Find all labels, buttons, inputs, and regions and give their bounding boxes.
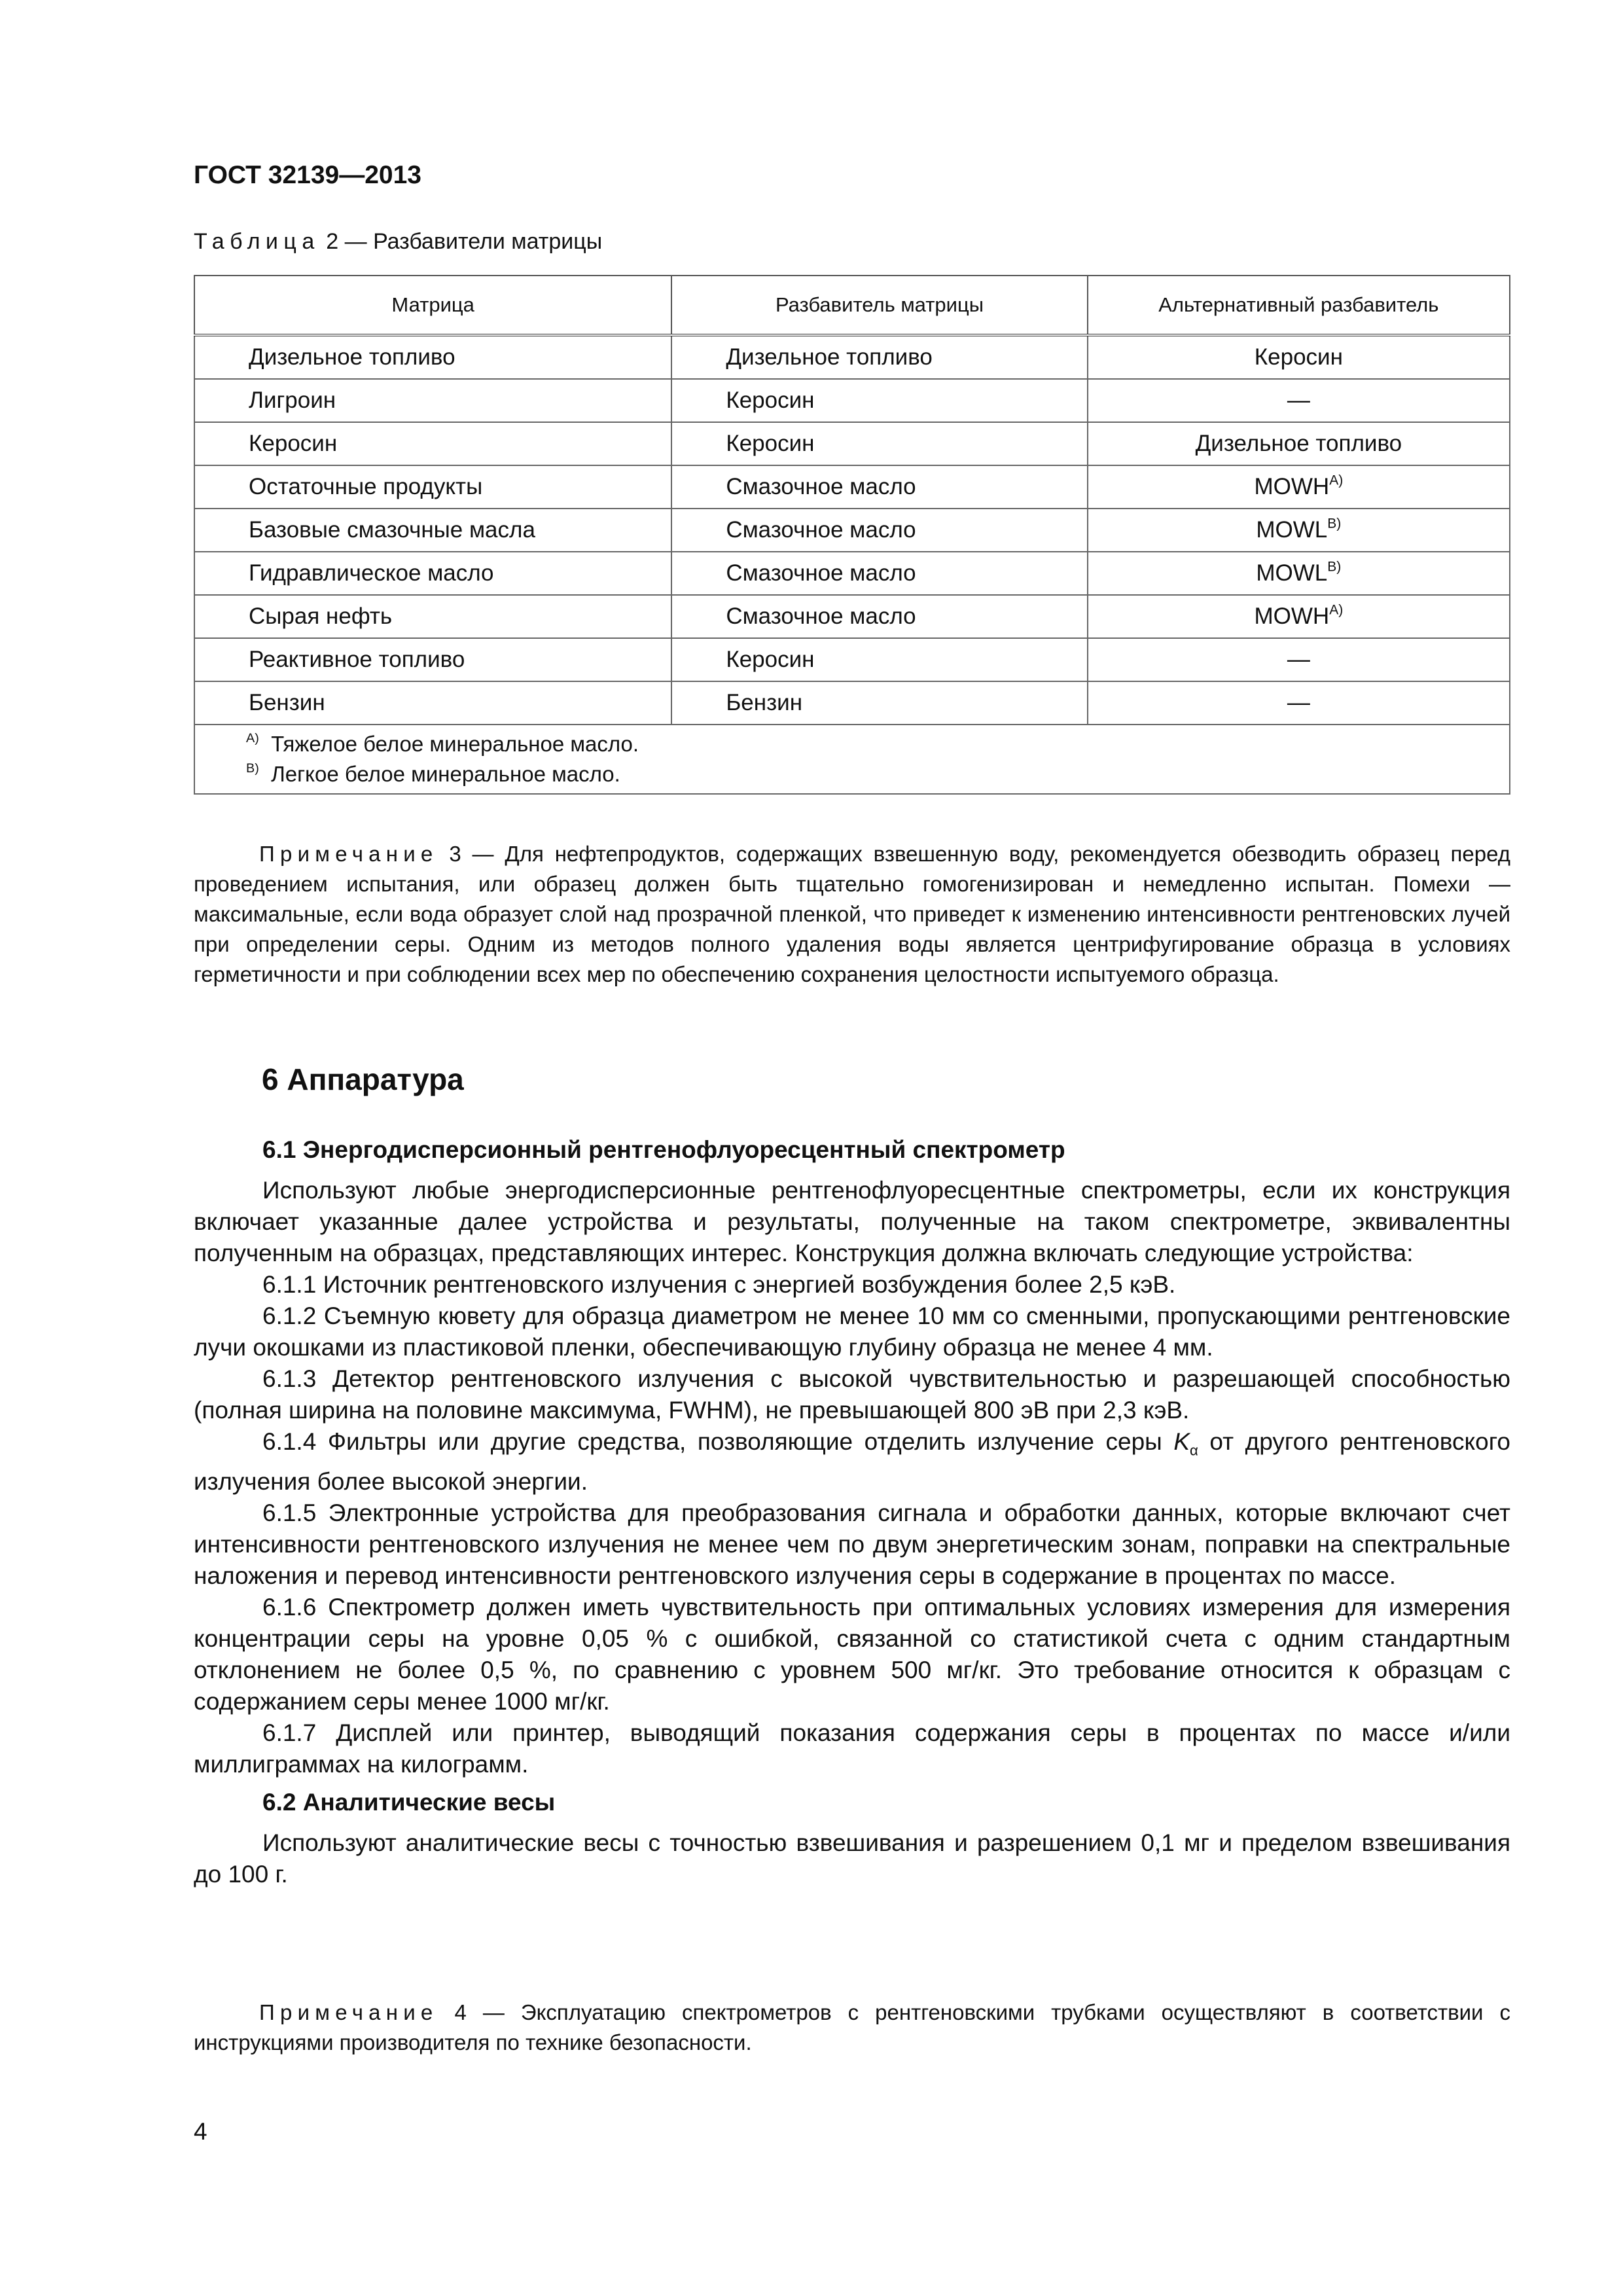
cell-alternative-text: Керосин <box>1254 344 1343 370</box>
cell-alternative <box>1088 465 1510 509</box>
cell-matrix <box>194 509 671 552</box>
cell-alternative-text: MOWL <box>1256 517 1328 543</box>
paragraph <box>194 1426 1510 1498</box>
cell-matrix <box>194 379 671 422</box>
alpha-subscript: α <box>1190 1442 1198 1459</box>
cell-alternative-text: MOWH <box>1254 474 1330 499</box>
paragraph: Используют аналитические весы с точностью взвешивания и разрешением 0,1 мг и пределом взвешивания до 100 г. <box>194 1829 1510 1888</box>
paragraph: 6.1.1 Источник рентгеновского излучения с энергией возбуждения более 2,5 кэВ. <box>262 1271 1176 1298</box>
cell-matrix-text: Гидравлическое масло <box>249 560 494 586</box>
cell-diluent-text: Смазочное масло <box>726 603 916 629</box>
note-label: Примечание <box>259 2000 438 2024</box>
column-header-matrix: Матрица <box>194 276 671 335</box>
column-header-alternative: Альтернативный разбавитель <box>1088 276 1510 335</box>
cell-diluent <box>671 681 1087 725</box>
cell-diluent <box>671 509 1087 552</box>
note-label: Примечание <box>259 842 438 866</box>
note-text: 4 — Эксплуатацию спектрометров с рентгеновскими трубками осуществляют в соответствии с инструкциями производителя по технике безопасности. <box>194 2000 1510 2054</box>
cell-alternative-text: Дизельное топливо <box>1195 431 1402 456</box>
paragraph: 6.1.5 Электронные устройства для преобразования сигнала и обработки данных, которые включают счет интенсивности рентгеновского излучения не менее чем по двум энергетическим зонам, поправки на спектральные наложения и перевод интенсивности рентгеновского излучения серы в содержание в процентах по массе. <box>194 1499 1510 1590</box>
table-title <box>194 229 602 255</box>
table-title-text: 2 — Разбавители матрицы <box>326 229 603 254</box>
paragraph: 6.1.7 Дисплей или принтер, выводящий показания содержания серы в процентах по массе и/или миллиграммах на килограмм. <box>194 1719 1510 1778</box>
cell-matrix <box>194 638 671 681</box>
cell-matrix-text: Сырая нефть <box>249 603 393 629</box>
matrix-diluents-table <box>194 275 1510 795</box>
table-footnotes-row <box>194 725 1510 794</box>
table-header-row <box>194 276 1510 335</box>
table-row <box>194 552 1510 595</box>
cell-matrix-text: Дизельное топливо <box>249 344 455 370</box>
note-4 <box>194 1998 1510 2058</box>
footnote-text: Легкое белое минеральное масло. <box>271 762 620 786</box>
table-row <box>194 681 1510 725</box>
cell-diluent-text: Керосин <box>726 647 815 672</box>
cell-diluent <box>671 422 1087 465</box>
section-6-body <box>194 1134 1510 1890</box>
cell-matrix <box>194 552 671 595</box>
table-row <box>194 595 1510 638</box>
table-row <box>194 465 1510 509</box>
cell-alternative-text: — <box>1287 647 1310 672</box>
subsection-heading: 6.1 Энергодисперсионный рентгенофлуоресцентный спектрометр <box>262 1136 1065 1163</box>
cell-matrix-text: Остаточные продукты <box>249 474 483 499</box>
table-row <box>194 335 1510 379</box>
footnote-reference: B) <box>1327 559 1342 575</box>
document-code: ГОСТ 32139—2013 <box>194 161 421 189</box>
paragraph: Используют любые энергодисперсионные рентгенофлуоресцентные спектрометры, если их конструкция включает указанные далее устройства и результаты, полученные на таком спектрометре, эквивалентны полученным на образцах, представляющих интерес. Конструкция должна включать следующие устройства: <box>194 1177 1510 1266</box>
cell-alternative <box>1088 552 1510 595</box>
column-header-diluent: Разбавитель матрицы <box>671 276 1087 335</box>
cell-alternative-text: — <box>1287 387 1310 413</box>
note-text: 3 — Для нефтепродуктов, содержащих взвешенную воду, рекомендуется обезводить образец перед проведением испытания, или образец должен быть тщательно гомогенизирован и немедленно испытан. Помехи — максимальные, если вода образует слой над прозрачной пленкой, что приведет к изменению интенсивности рентгеновских лучей при определении серы. Одним из методов полного удаления воды является центрифугирование образца в условиях герметичности и при соблюдении всех мер по обеспечению сохранения целостности испытуемого образца. <box>194 842 1510 986</box>
cell-matrix-text: Лигроин <box>249 387 336 413</box>
cell-diluent-text: Дизельное топливо <box>726 344 933 370</box>
cell-diluent-text: Керосин <box>726 431 815 456</box>
page-number: 4 <box>194 2118 207 2145</box>
cell-matrix <box>194 465 671 509</box>
cell-matrix <box>194 595 671 638</box>
footnote <box>246 729 1509 759</box>
cell-alternative <box>1088 422 1510 465</box>
paragraph: 6.1.3 Детектор рентгеновского излучения с высокой чувствительностью и разрешающей способностью (полная ширина на половине максимума, FWHM), не превышающей 800 эВ при 2,3 кэВ. <box>194 1365 1510 1424</box>
table-body <box>194 335 1510 725</box>
table-row <box>194 638 1510 681</box>
table-row <box>194 509 1510 552</box>
footnote-reference: A) <box>1329 602 1344 618</box>
cell-diluent <box>671 465 1087 509</box>
footnote-reference: B) <box>1327 516 1342 531</box>
section-heading: 6 Аппаратура <box>262 1062 464 1096</box>
cell-diluent-text: Смазочное масло <box>726 474 916 499</box>
cell-matrix-text: Базовые смазочные масла <box>249 517 535 543</box>
cell-alternative <box>1088 509 1510 552</box>
cell-matrix <box>194 422 671 465</box>
note-3 <box>194 839 1510 990</box>
cell-alternative-text: MOWH <box>1254 603 1330 629</box>
k-alpha-symbol <box>1173 1428 1198 1459</box>
cell-matrix <box>194 335 671 379</box>
cell-diluent <box>671 595 1087 638</box>
table-row <box>194 379 1510 422</box>
paragraph: 6.1.6 Спектрометр должен иметь чувствительность при оптимальных условиях измерения для измерения концентрации серы на уровне 0,05 % с ошибкой, связанной со статистикой счета с одним стандартным отклонением не более 0,5 %, по сравнению с уровнем 500 мг/кг. Это требование относится к образцам с содержанием серы менее 1000 мг/кг. <box>194 1594 1510 1715</box>
cell-matrix-text: Керосин <box>249 431 338 456</box>
cell-alternative <box>1088 595 1510 638</box>
footnote-reference: A) <box>1329 473 1344 488</box>
paragraph: 6.1.2 Съемную кювету для образца диаметром не менее 10 мм со сменными, пропускающими рентгеновские лучи окошками из пластиковой пленки, обеспечивающую глубину образца не менее 4 мм. <box>194 1302 1510 1361</box>
cell-diluent-text: Смазочное масло <box>726 560 916 586</box>
table-footnotes <box>194 725 1510 794</box>
cell-diluent <box>671 552 1087 595</box>
cell-diluent <box>671 335 1087 379</box>
cell-alternative <box>1088 379 1510 422</box>
cell-diluent <box>671 638 1087 681</box>
footnote-text: Тяжелое белое минеральное масло. <box>271 732 639 756</box>
cell-alternative-text: MOWL <box>1256 560 1328 586</box>
cell-matrix <box>194 681 671 725</box>
cell-alternative <box>1088 638 1510 681</box>
cell-alternative-text: — <box>1287 690 1310 715</box>
paragraph-text: 6.1.4 Фильтры или другие средства, позволяющие отделить излучение серы <box>262 1428 1174 1455</box>
subsection-heading: 6.2 Аналитические весы <box>262 1789 556 1816</box>
table-title-prefix: Таблица <box>194 229 320 254</box>
cell-matrix-text: Реактивное топливо <box>249 647 465 672</box>
paragraph-text: от другого рентгеновского излучения более высокой энергии. <box>194 1428 1510 1496</box>
footnote-mark: B) <box>246 761 259 776</box>
cell-diluent-text: Смазочное масло <box>726 517 916 543</box>
cell-matrix-text: Бензин <box>249 690 325 715</box>
cell-diluent-text: Бензин <box>726 690 803 715</box>
cell-alternative <box>1088 681 1510 725</box>
cell-diluent-text: Керосин <box>726 387 815 413</box>
cell-diluent <box>671 379 1087 422</box>
table-row <box>194 422 1510 465</box>
footnote <box>246 759 1509 789</box>
cell-alternative <box>1088 335 1510 379</box>
k-symbol: K <box>1173 1428 1190 1455</box>
footnote-mark: A) <box>246 731 259 746</box>
